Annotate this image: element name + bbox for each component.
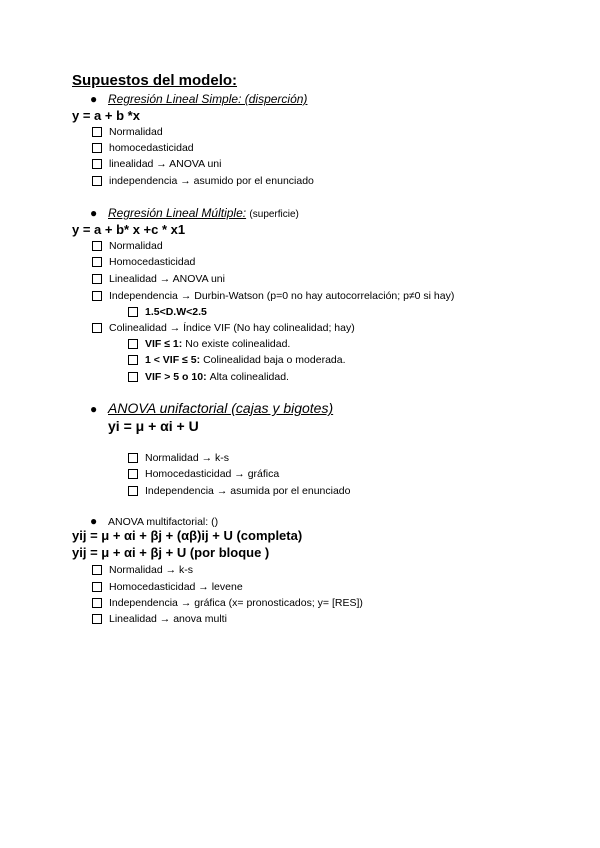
- checkbox-icon[interactable]: [92, 143, 102, 153]
- bullet-icon: ●: [90, 92, 98, 106]
- anova-uni-equation: yi = μ + αi + U: [108, 418, 199, 434]
- rls-equation: y = a + b *x: [72, 108, 140, 123]
- bullet-icon: ●: [90, 402, 98, 416]
- rlm-heading: Regresión Lineal Múltiple:: [108, 206, 247, 220]
- checklist-item: Linealidad → ANOVA uni: [92, 272, 225, 286]
- checkbox-icon[interactable]: [128, 372, 138, 382]
- checklist-subitem: Independencia → asumida por el enunciado: [128, 484, 350, 498]
- checkbox-icon[interactable]: [92, 241, 102, 251]
- checkbox-icon[interactable]: [92, 565, 102, 575]
- anova-multi-equation-bloque: yij = μ + αi + βj + U (por bloque ): [72, 545, 270, 560]
- checkbox-icon[interactable]: [92, 274, 102, 284]
- checkbox-icon[interactable]: [128, 453, 138, 463]
- checkbox-icon[interactable]: [128, 307, 138, 317]
- checklist-item: Normalidad: [92, 239, 163, 253]
- checklist-item: Normalidad → k-s: [92, 563, 193, 577]
- checkbox-icon[interactable]: [92, 127, 102, 137]
- checklist-subitem: 1 < VIF ≤ 5: Colinealidad baja o moderada.: [128, 353, 346, 367]
- checklist-item: Linealidad → anova multi: [92, 612, 227, 626]
- checklist-item: Independencia → gráfica (x= pronosticados; y= [RES]): [92, 596, 363, 610]
- page-title: Supuestos del modelo:: [72, 72, 238, 89]
- bullet-rls-heading: [90, 91, 307, 107]
- checklist-item: linealidad → ANOVA uni: [92, 157, 221, 171]
- checklist-item: homocedasticidad: [92, 141, 194, 155]
- checklist-subitem: [128, 305, 210, 319]
- checklist-subitem: Normalidad → k-s: [128, 451, 229, 465]
- checkbox-icon[interactable]: [128, 486, 138, 496]
- bullet-icon: ●: [90, 514, 98, 528]
- anova-uni-heading: ANOVA unifactorial (cajas y bigotes): [108, 400, 334, 416]
- checkbox-icon[interactable]: [92, 582, 102, 592]
- checklist-subitem: VIF > 5 o 10: Alta colinealidad.: [128, 370, 289, 384]
- checklist-subitem: Homocedasticidad → gráfica: [128, 467, 279, 481]
- checkbox-icon[interactable]: [92, 291, 102, 301]
- checkbox-icon[interactable]: [128, 339, 138, 349]
- checkbox-icon[interactable]: [128, 355, 138, 365]
- anova-multi-equation-completa: yij = μ + αi + βj + (αβ)ij + U (completa): [72, 528, 303, 543]
- checkbox-icon[interactable]: [92, 257, 102, 267]
- dw-range: 1.5<D.W<2.5: [145, 306, 207, 318]
- rls-heading: Regresión Lineal Simple: (disperción): [108, 92, 308, 106]
- bullet-anova-uni-heading: [90, 400, 333, 417]
- checklist-item: Homocedasticidad: [92, 255, 195, 269]
- rlm-heading-note: (superficie): [249, 209, 299, 220]
- bullet-icon: ●: [90, 206, 98, 220]
- checkbox-icon[interactable]: [92, 159, 102, 169]
- anova-multi-heading: ANOVA multifactorial: (): [108, 516, 219, 528]
- checklist-subitem: VIF ≤ 1: No existe colinealidad.: [128, 337, 290, 351]
- checklist-item: Colinealidad → Índice VIF (No hay colinealidad; hay): [92, 321, 355, 335]
- rlm-equation: y = a + b* x +c * x1: [72, 222, 186, 237]
- checklist-item: Normalidad: [92, 125, 163, 139]
- checkbox-icon[interactable]: [128, 469, 138, 479]
- bullet-rlm-heading: [90, 205, 299, 223]
- checklist-item: Homocedasticidad → levene: [92, 580, 243, 594]
- checklist-item: independencia → asumido por el enunciado: [92, 174, 314, 188]
- checklist-item: Independencia → Durbin-Watson (p=0 no hay autocorrelación; p≠0 si hay): [92, 289, 454, 303]
- checkbox-icon[interactable]: [92, 598, 102, 608]
- checkbox-icon[interactable]: [92, 176, 102, 186]
- checkbox-icon[interactable]: [92, 323, 102, 333]
- checkbox-icon[interactable]: [92, 614, 102, 624]
